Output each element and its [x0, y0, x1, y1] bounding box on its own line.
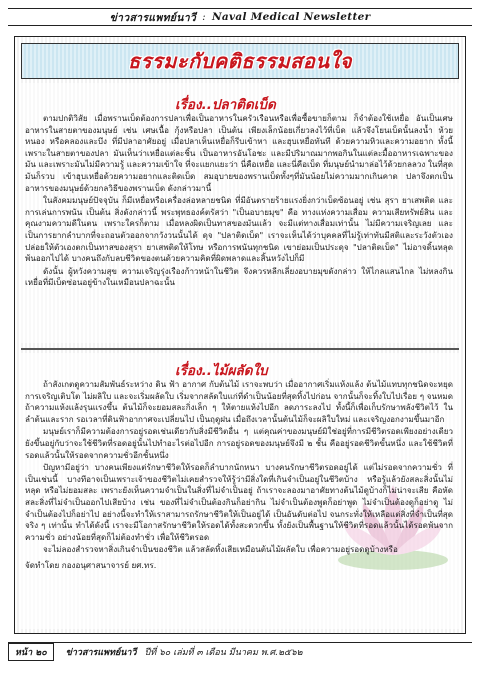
- header-english-title: Naval Medical Newsletter: [211, 11, 371, 23]
- running-footer: [8, 642, 472, 660]
- article-frame: [14, 36, 466, 634]
- footer-issue-info: ปีที่ ๖๐ เล่มที่ ๓ เดือน มีนาคม พ.ศ.๒๕๖๒: [144, 647, 303, 658]
- section1-paragraph: ดังนั้น ผู้หวังความสุข ความเจริญรุ่งเรืองก้าวหน้าในชีวิต จึงควรหลีกเลี่ยงอบายมุขดังกล่าว ให้ไกลแสนไกล ไม่หลงกินเหยื่อที่มีเบ็ดซ่อนอยู่ข้างในเหมือนปลาฉะนั้น: [25, 265, 453, 288]
- page-number: หน้า ๒๐: [8, 643, 54, 661]
- section1-title: เรื่อง..ปลาติดเบ็ด: [175, 97, 276, 113]
- header-separator: :: [202, 11, 206, 23]
- section2-paragraph: ปัญหามีอยู่ว่า บางคนเพียงแต่รักษาชีวิตให้รอดก็ลำบากนักหนา บางคนรักษาชีวิตรอดอยู่ได้ แต่ไม่รอดจากความชั่ว ที่เป็นเช่นนี้ บางทีอาจเป็นเพราะเจ้าของชีวิตไม่เคยสำรวจให้รู้ว่ามีสิ่งใดที่เกินจำเป็นอยู่ในชีวิตบ้าง หรือรู้แล้วยังสละสิ่งนั้นไม่หลุด หรือไม่ยอมสละ เพราะยังเห็นความจำเป็นในสิ่งที่ไม่จำเป็นอยู่ ถ้าเราจะลองมาอาศัยทางต้นไม้ดูบ้างก็ไม่น่าจะเสีย คือหัดสละสิ่งที่ไม่จำเป็นออกไปเสียบ้าง เช่น ของที่ไม่จำเป็นต้องกินก็อย่ากิน ไม่จำเป็นต้องพูดก็อย่าพูด ไม่จำเป็นต้องดูก็อย่าดู ไม่จำเป็นต้องไปก็อย่าไป อย่างนี้จะทำให้เราสามารถรักษาชีวิตให้เป็นอยู่ได้ เป็นอันดับต่อไป จนกระทั่งให้เหลือแต่สิ่งที่จำเป็นที่สุดจริง ๆ เท่านั้น ทำได้ดังนี้ เราจะมีโอกาสรักษาชีวิตให้รอดได้ทั้งสะดวกขึ้น ทั้งยังเป็นพื้นฐานให้ชีวิตที่รอดแล้วนั้นได้รอดพ้นจากความชั่ว อย่างน้อยที่สุดก็ไม่ต้องทำชั่ว เพื่อให้ชีวิตรอด: [25, 462, 453, 542]
- article-banner: [21, 43, 459, 79]
- section2-paragraph: มนุษย์เราก็มีความต้องการอยู่รอดเช่นเดียวกับสิ่งมีชีวิตอื่น ๆ แต่คุณค่าของมนุษย์มิใช่อยู่ที่การมีชีวิตรอดเพียงอย่างเดียว ยังขึ้นอยู่กับว่าจะใช้ชีวิตที่รอดอยู่นั้นไปทำอะไรต่อไปอีก การอยู่รอดของมนุษย์จึงมี ๒ ชั้น คืออยู่รอดชีวิตขั้นหนึ่ง และใช้ชีวิตที่รอดแล้วนั้นให้รอดจากความชั่วอีกชั้นหนึ่ง: [25, 426, 453, 460]
- section2-body: [25, 379, 453, 573]
- section2-title: เรื่อง..ไม้ผลัดใบ: [175, 363, 268, 379]
- banner-title: ธรรมะกับคติธรรมสอนใจ: [127, 49, 353, 73]
- section-divider: [21, 348, 459, 350]
- section2-paragraph: จะไม่ลองสำรวจหาสิ่งเกินจำเป็นของชีวิต แล้วสลัดทิ้งเสียเหมือนต้นไม้ผลัดใบ เพื่อความอยู่รอดดูบ้างหรือ: [43, 544, 398, 555]
- section1-paragraph: ตามปกติวิสัย เมื่อพรานเบ็ดต้องการปลาเพื่อเป็นอาหารในครัวเรือนหรือเพื่อซื้อขายก็ตาม ก็จำต้องใช้เหยื่อ อันเป็นเศษอาหารในสายตาของมนุษย์ เช่น เศษเนื้อ กุ้งหรือปลา เป็นต้น เพียงเล็กน้อยเกี่ยวลงไว้ที่เบ็ด แล้วจึงโยนเบ็ดนั้นลงน้ำ ห้วย หนอง หรือคลองและบึง ที่มีปลาอาศัยอยู่ เมื่อปลาเห็นเหยื่อก็รีบเข้าหา และฮุบเหยื่อทันที ด้วยความหิวและความอยาก ทั้งนี้เพราะในสายตาของปลา มันเห็นว่าเหยื่อแต่ละชิ้น เป็นอาหารอันโอชะ และมีปริมาณมากพอกินในแต่ละมื้ออาหารเฉพาะของมัน และเพราะมันไม่มีความรู้ และความเข้าใจ ที่จะแยกแยะว่า นี่คือเหยื่อ และนี่คือเบ็ด ที่มนุษย์นำมาล่อไว้ด้วยกลลวง ในที่สุดมันก็รวบ เข้าฮุบเหยื่อด้วยความอยากและติดเบ็ด สมอุบายของพรานเบ็ดทั้งๆที่มันน้อยไม่ความมากเกินคาด ปลาจึงตกเป็นอาหารของมนุษย์ด้วยกลวิธีของพรานเบ็ด ดังกล่าวมานี้: [25, 113, 453, 193]
- header-thai-title: ข่าวสารแพทย์นาวี: [109, 11, 197, 24]
- footer-journal-name: ข่าวสารแพทย์นาวี: [65, 647, 137, 658]
- article-credit: จัดทำโดย กองอนุศาสนาจารย์ ยศ.ทร.: [25, 559, 157, 570]
- section1-paragraph: ในสังคมมนุษย์ปัจจุบัน ก็มีเหยื่อหรือเครื่องล่อหลายชนิด ที่มีอันตรายร้ายแรงยิ่งกว่าเบ็ดซ้อนอยู่ เช่น สุรา ยาเสพติด และการเล่นการพนัน เป็นต้น สิ่งดังกล่าวนี้ พระพุทธองค์ตรัสว่า "เป็นอบายมุข" คือ ทางแห่งความเสื่อม ความเสียทรัพย์สิน และคุณงามความดีในตน เพราะใครก็ตาม เมื่อหลงผิดเป็นทาสของมันแล้ว จะมีแต่ทางเสื่อมเท่านั้น ไม่มีความเจริญเลย และเป็นการยากลำบากที่จะถอนตัวออกจากวังวนนั้นได้ ดุจ "ปลาติดเบ็ด" เราจะเห็นได้ว่าบุคคลที่ไม่รู้เท่าทันมีสติและระวังตัวเอง ปล่อยให้ตัวเองตกเป็นทาสของสุรา ยาเสพติดให้โทษ หรือการพนันทุกชนิด เขาย่อมเป็นประดุจ "ปลาติดเบ็ด" ไม่อาจดิ้นหลุดพ้นออกไปได้ บางคนถึงกับลบชีวิตของตนด้วยความคิดที่ผิดพลาดและสิ้นหวังไปก็มี: [25, 195, 453, 264]
- running-header: [8, 8, 472, 26]
- section2-paragraph: ถ้าสังเกตดูความสัมพันธ์ระหว่าง ดิน ฟ้า อากาศ กับต้นไม้ เราจะพบว่า เมื่ออากาศเริ่มแห้งแล้ง ต้นไม้แทบทุกชนิดจะหยุดการเจริญเติบโต ไม่ผลิใบ และจะเริ่มผลัดใบ เริ่มจากสลัดใบแก่ที่ดำเป็นน้อยที่สุดทิ้งไปก่อน จากนั้นก็จะทิ้งใบไปเรื่อย ๆ จนหมด ถ้าความแห้งแล้งรุนแรงขึ้น ต้นไม้ก็จะยอมสละกิ่งเล็ก ๆ ให้ตายแห้งไปอีก ลดภาระลงไป ทั้งนี้ก็เพื่อเก็บรักษาพลังชีวิตไว้ ในลำต้นและราก รอเวลาที่ดินฟ้าอากาศจะเปลี่ยนไป เป็นฤดูฝน เมื่อถึงเวลานั้นต้นไม้ก็จะผลิใบใหม่ และเจริญงอกงามขึ้นมาอีก: [25, 379, 453, 424]
- section1-body: [25, 113, 453, 290]
